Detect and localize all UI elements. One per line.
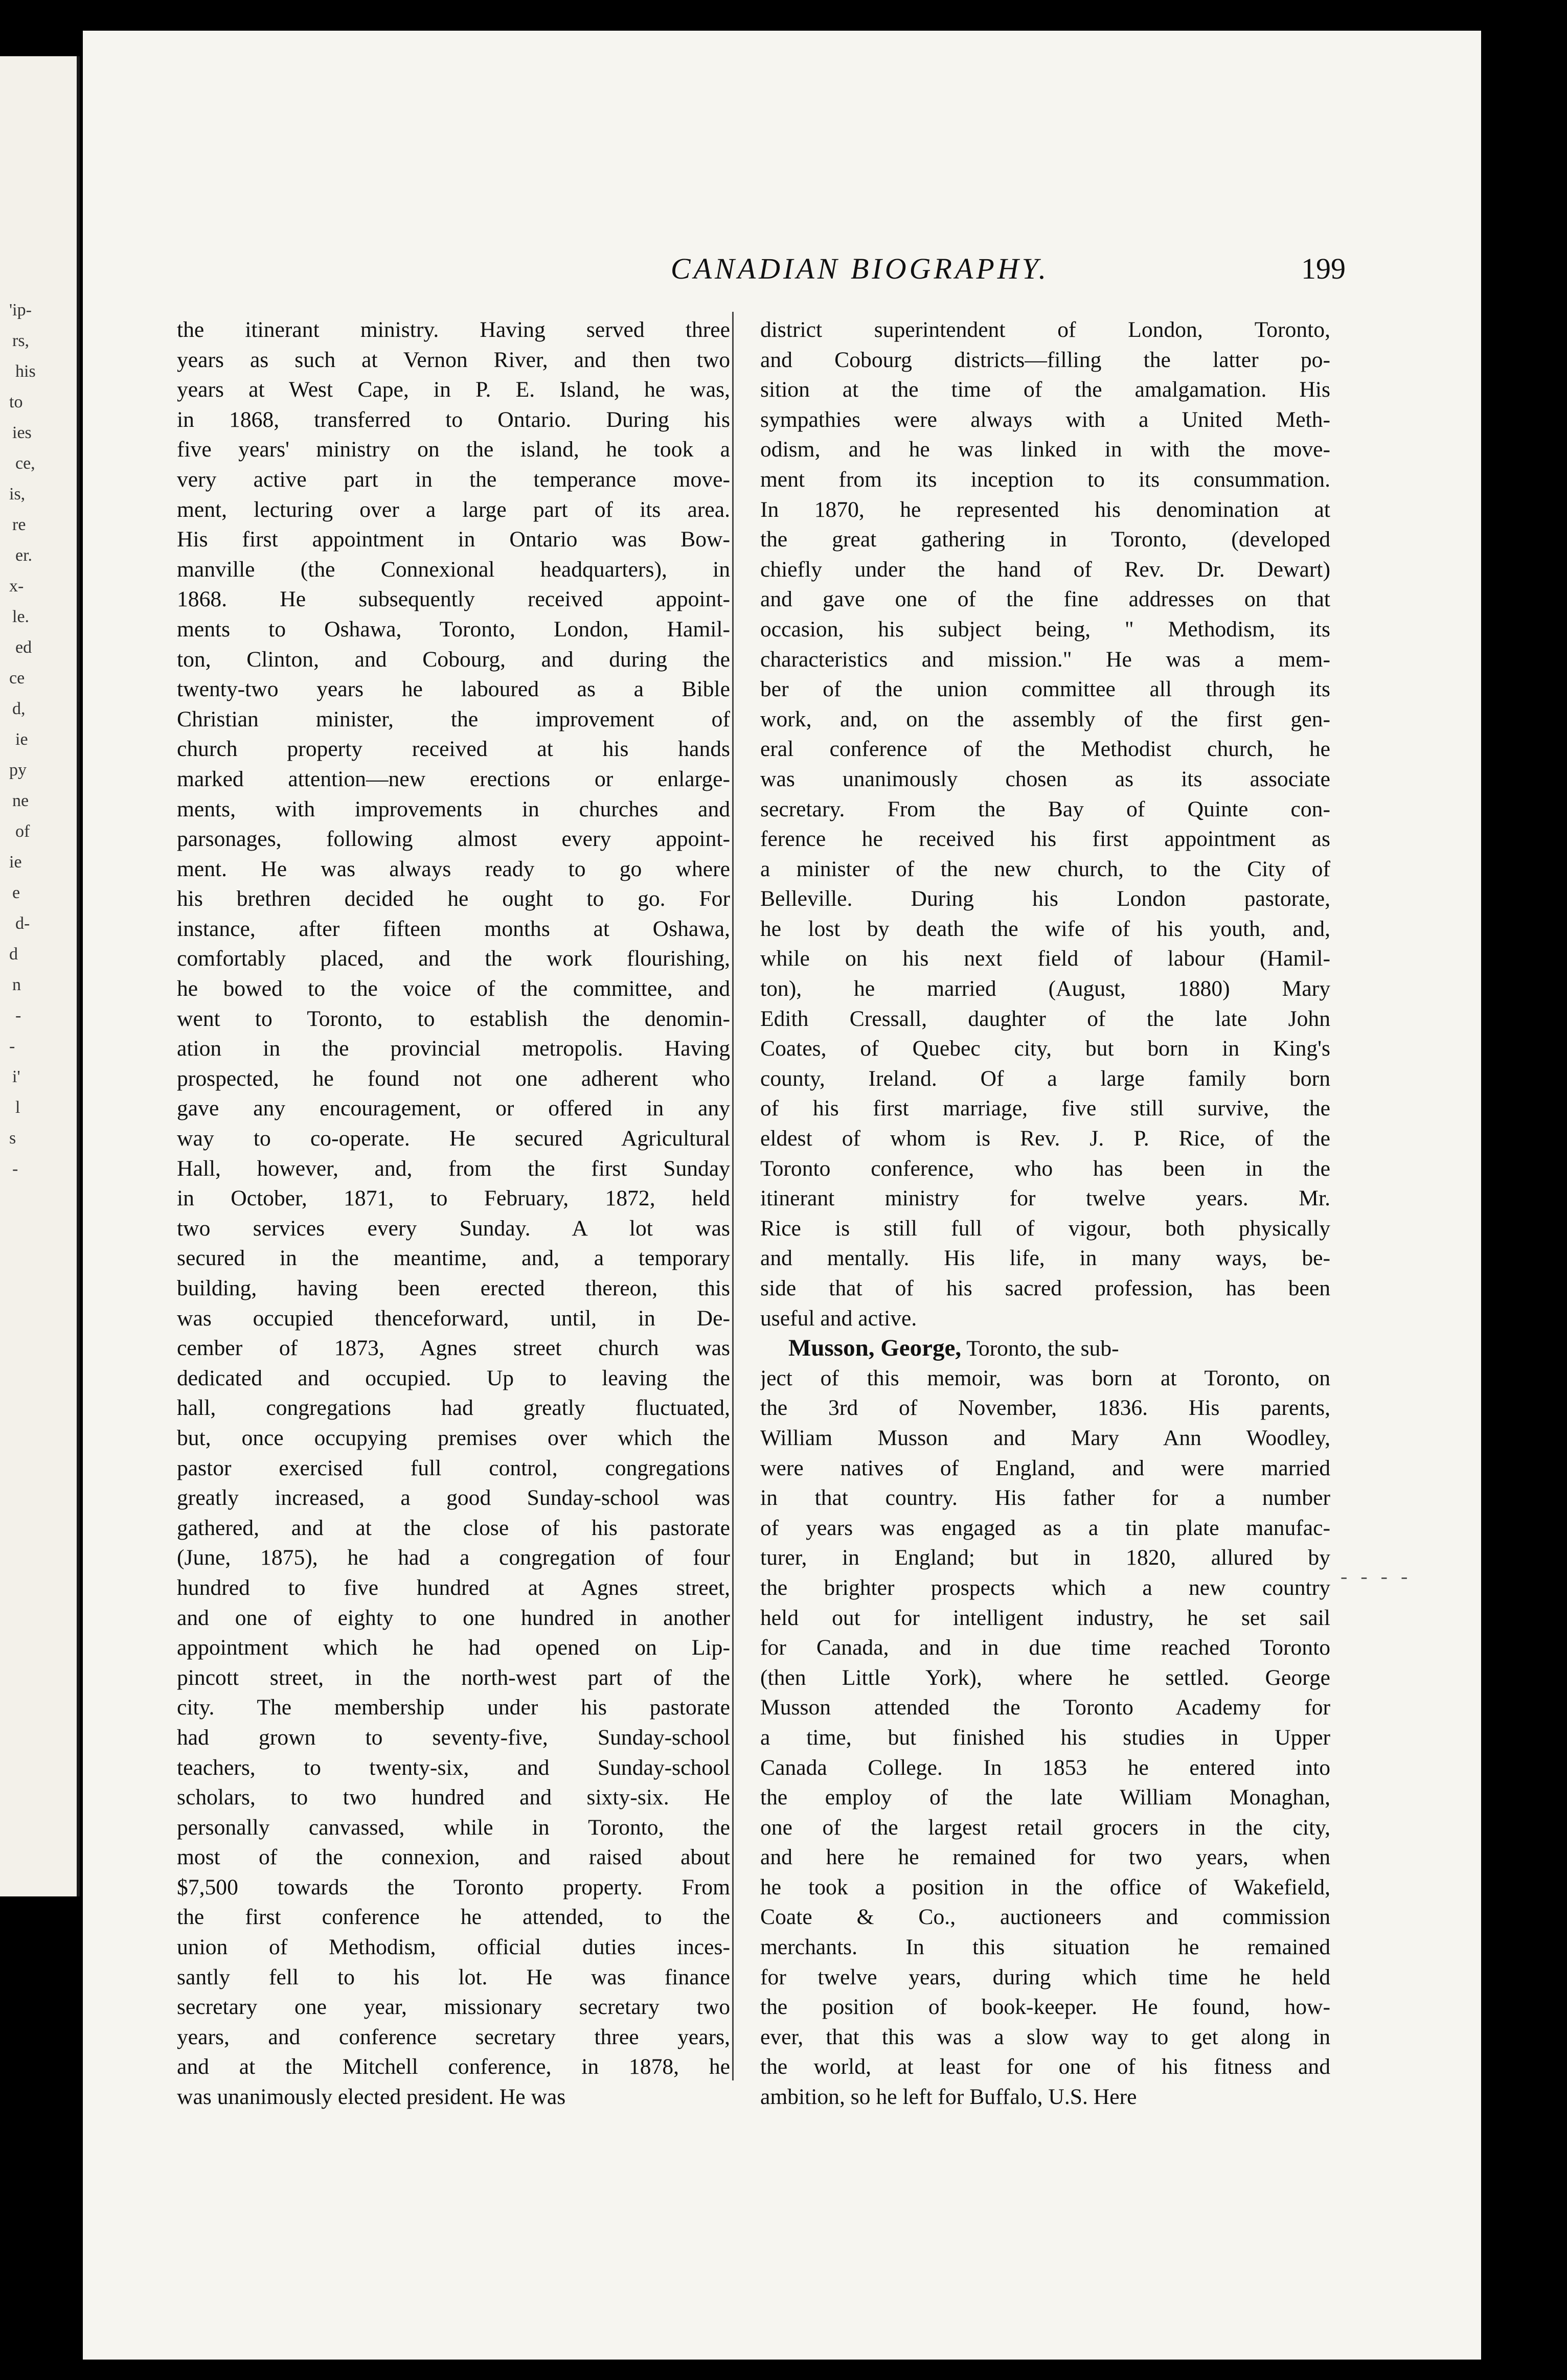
right-column-line: he took a position in the office of Wakefield, <box>760 1874 1330 1900</box>
left-column-line: building, having been erected thereon, this <box>177 1276 730 1300</box>
right-column-line: ment from its inception to its consummation. <box>760 467 1330 492</box>
left-column-line: secretary one year, missionary secretary two <box>177 1995 730 2020</box>
left-column-line: personally canvassed, while in Toronto, the <box>177 1815 730 1840</box>
left-column-line: 1868. He subsequently received appoint- <box>177 587 730 612</box>
right-column-line: ject of this memoir, was born at Toronto, on <box>760 1365 1330 1390</box>
right-column-line: In 1870, he represented his denomination at <box>760 497 1330 522</box>
left-column-line: but, once occupying premises over which the <box>177 1425 730 1450</box>
right-column-line: for Canada, and in due time reached Toronto <box>760 1635 1330 1660</box>
right-column-line: one of the largest retail grocers in the city, <box>760 1815 1330 1840</box>
left-column-line: ments, with improvements in churches and <box>177 796 730 821</box>
column-divider <box>732 312 734 2080</box>
right-column-line: sympathies were always with a United Meth- <box>760 407 1330 432</box>
left-column-line: in 1868, transferred to Ontario. During his <box>177 407 730 432</box>
left-column-line: years as such at Vernon River, and then two <box>177 347 730 372</box>
left-column-line: santly fell to his lot. He was finance <box>177 1964 730 1989</box>
right-column-line: ambition, so he left for Buffalo, U.S. Here <box>760 2085 1137 2110</box>
left-column-line: the first conference he attended, to the <box>177 1905 730 1930</box>
left-column-line: hundred to five hundred at Agnes street, <box>177 1575 730 1600</box>
left-column-line: hall, congregations had greatly fluctuated, <box>177 1395 730 1421</box>
left-column-line: and at the Mitchell conference, in 1878, he <box>177 2054 730 2079</box>
right-column-line: a time, but finished his studies in Upper <box>760 1725 1330 1750</box>
left-column-line: secured in the meantime, and, a temporary <box>177 1246 730 1271</box>
entry-name: Musson, George, <box>788 1335 962 1362</box>
left-column-line: comfortably placed, and the work flourishing, <box>177 946 730 971</box>
right-column-line: a minister of the new church, to the City of <box>760 856 1330 881</box>
right-column-line: sition at the time of the amalgamation. His <box>760 377 1330 402</box>
entry-heading-line <box>760 1333 1330 1363</box>
margin-fragment: s <box>9 1129 16 1148</box>
right-column-line: ever, that this was a slow way to get along in <box>760 2024 1330 2049</box>
margin-fragment: er. <box>15 546 33 565</box>
left-column-line: in October, 1871, to February, 1872, held <box>177 1186 730 1211</box>
left-column-line: was unanimously elected president. He was <box>177 2085 566 2110</box>
entry-heading-rest: Toronto, the sub- <box>961 1336 1119 1361</box>
right-column-line: (then Little York), where he settled. George <box>760 1665 1330 1690</box>
right-column-line: chiefly under the hand of Rev. Dr. Dewart) <box>760 557 1330 582</box>
right-column-line: of his first marriage, five still survive, the <box>760 1096 1330 1121</box>
left-column-line: (June, 1875), he had a congregation of four <box>177 1545 730 1570</box>
right-column-line: Coates, of Quebec city, but born in King's <box>760 1036 1330 1061</box>
right-column-line: work, and, on the assembly of the first gen- <box>760 706 1330 731</box>
right-column-line: ber of the union committee all through its <box>760 677 1330 702</box>
margin-fragment: ce, <box>15 454 35 473</box>
margin-fragment: ie <box>15 730 28 749</box>
margin-fragment: of <box>15 822 30 841</box>
right-column-line: were natives of England, and were married <box>760 1455 1330 1480</box>
left-column-line: years at West Cape, in P. E. Island, he was, <box>177 377 730 402</box>
right-column-line: and here he remained for two years, when <box>760 1845 1330 1870</box>
margin-fragment: py <box>9 761 27 780</box>
margin-fragment: ne <box>12 791 29 810</box>
left-column-line: gave any encouragement, or offered in any <box>177 1096 730 1121</box>
left-column-line: very active part in the temperance move- <box>177 467 730 492</box>
right-column-line: he lost by death the wife of his youth, and, <box>760 916 1330 941</box>
right-column-line: county, Ireland. Of a large family born <box>760 1066 1330 1091</box>
left-column-line: went to Toronto, to establish the denomin- <box>177 1006 730 1031</box>
margin-fragment: to <box>9 393 23 411</box>
left-column-line: was occupied thenceforward, until, in De- <box>177 1306 730 1331</box>
left-column-line: two services every Sunday. A lot was <box>177 1216 730 1241</box>
right-column-line: the great gathering in Toronto, (developed <box>760 527 1330 552</box>
margin-fragment: is, <box>9 485 26 504</box>
right-column-line: Canada College. In 1853 he entered into <box>760 1755 1330 1780</box>
right-column-line: and gave one of the fine addresses on that <box>760 587 1330 612</box>
right-column-line: and Cobourg districts—filling the latter po- <box>760 347 1330 372</box>
right-column-line: and mentally. His life, in many ways, be- <box>760 1246 1330 1271</box>
left-column-line: church property received at his hands <box>177 737 730 762</box>
right-column-line: Coate & Co., auctioneers and commission <box>760 1905 1330 1930</box>
left-column-line: he bowed to the voice of the committee, and <box>177 976 730 1001</box>
right-column-line: merchants. In this situation he remained <box>760 1935 1330 1960</box>
right-column-line: Edith Cressall, daughter of the late John <box>760 1006 1330 1031</box>
margin-fragment: d, <box>12 699 26 718</box>
left-column-line: his brethren decided he ought to go. For <box>177 886 730 911</box>
right-column-line: the employ of the late William Monaghan, <box>760 1785 1330 1810</box>
left-column-line: ation in the provincial metropolis. Having <box>177 1036 730 1061</box>
left-column-line: scholars, to two hundred and sixty-six. He <box>177 1785 730 1810</box>
left-column-line: way to co-operate. He secured Agricultural <box>177 1126 730 1151</box>
left-column-line: manville (the Connexional headquarters), in <box>177 557 730 582</box>
left-column-line: gathered, and at the close of his pastorate <box>177 1515 730 1540</box>
left-column-line: ment. He was always ready to go where <box>177 856 730 881</box>
margin-fragment: - <box>9 1037 15 1056</box>
margin-fragment: - <box>12 1159 18 1178</box>
right-column-line: odism, and he was linked in with the move- <box>760 437 1330 462</box>
book-page <box>83 31 1481 2360</box>
margin-fragment: rs, <box>12 331 30 350</box>
right-column-line: while on his next field of labour (Hamil- <box>760 946 1330 971</box>
left-column-line: dedicated and occupied. Up to leaving the <box>177 1365 730 1390</box>
margin-fragment: n <box>12 975 21 994</box>
margin-fragment: ce <box>9 669 25 688</box>
margin-fragment: ies <box>12 423 32 442</box>
running-head: CANADIAN BIOGRAPHY. <box>670 252 1050 285</box>
margin-fragment: l <box>15 1098 20 1117</box>
right-column-line: itinerant ministry for twelve years. Mr. <box>760 1186 1330 1211</box>
left-column-line: and one of eighty to one hundred in another <box>177 1605 730 1630</box>
right-column-line: for twelve years, during which time he held <box>760 1964 1330 1989</box>
left-column-line: Christian minister, the improvement of <box>177 706 730 731</box>
left-column-line: union of Methodism, official duties inces- <box>177 1935 730 1960</box>
left-column-line: pincott street, in the north-west part of the <box>177 1665 730 1690</box>
right-column-line: of years was engaged as a tin plate manufac- <box>760 1515 1330 1540</box>
left-column-line: the itinerant ministry. Having served three <box>177 317 730 342</box>
margin-mark: - - - - <box>1341 1565 1412 1588</box>
right-column-line: the 3rd of November, 1836. His parents, <box>760 1395 1330 1421</box>
left-column-line: years, and conference secretary three years, <box>177 2024 730 2049</box>
margin-fragment: 'ip- <box>9 301 32 319</box>
left-column-line: $7,500 towards the Toronto property. From <box>177 1874 730 1900</box>
margin-fragment: ie <box>9 853 22 872</box>
left-column-line: greatly increased, a good Sunday-school was <box>177 1485 730 1511</box>
right-column-line: occasion, his subject being, " Methodism, its <box>760 616 1330 642</box>
margin-fragment: his <box>15 362 36 381</box>
margin-fragment: ed <box>15 638 32 657</box>
left-column <box>177 315 730 2112</box>
right-column-line: William Musson and Mary Ann Woodley, <box>760 1425 1330 1450</box>
left-column-line: cember of 1873, Agnes street church was <box>177 1336 730 1361</box>
right-column-line: ton), he married (August, 1880) Mary <box>760 976 1330 1001</box>
left-column-line: pastor exercised full control, congregations <box>177 1455 730 1480</box>
left-column-line: ton, Clinton, and Cobourg, and during the <box>177 647 730 672</box>
right-column-line: the position of book-keeper. He found, how- <box>760 1995 1330 2020</box>
right-column-line: Belleville. During his London pastorate, <box>760 886 1330 911</box>
left-column-line: had grown to seventy-five, Sunday-school <box>177 1725 730 1750</box>
right-column-line: useful and active. <box>760 1306 917 1331</box>
margin-fragment: e <box>12 883 20 902</box>
left-column-line: twenty-two years he laboured as a Bible <box>177 677 730 702</box>
right-column-line: turer, in England; but in 1820, allured by <box>760 1545 1330 1570</box>
left-column-line: His first appointment in Ontario was Bow- <box>177 527 730 552</box>
left-column-line: city. The membership under his pastorate <box>177 1695 730 1720</box>
page-number: 199 <box>1301 252 1346 285</box>
margin-fragment: - <box>15 1006 21 1025</box>
margin-fragment: re <box>12 515 26 534</box>
right-column-line: was unanimously chosen as its associate <box>760 766 1330 791</box>
right-column <box>760 315 1330 2112</box>
right-column-line: the world, at least for one of his fitness and <box>760 2054 1330 2079</box>
left-column-line: instance, after fifteen months at Oshawa, <box>177 916 730 941</box>
margin-fragment: d <box>9 945 18 964</box>
left-column-line: ment, lecturing over a large part of its area. <box>177 497 730 522</box>
right-column-line: eldest of whom is Rev. J. P. Rice, of the <box>760 1126 1330 1151</box>
right-column-line: eral conference of the Methodist church, he <box>760 737 1330 762</box>
right-column-line: Musson attended the Toronto Academy for <box>760 1695 1330 1720</box>
margin-fragment: le. <box>12 607 30 626</box>
left-column-line: ments to Oshawa, Toronto, London, Hamil- <box>177 616 730 642</box>
margin-fragment: d- <box>15 914 30 933</box>
left-column-line: parsonages, following almost every appoint- <box>177 827 730 852</box>
left-column-line: teachers, to twenty-six, and Sunday-school <box>177 1755 730 1780</box>
left-column-line: five years' ministry on the island, he took a <box>177 437 730 462</box>
right-column-line: in that country. His father for a number <box>760 1485 1330 1511</box>
left-column-line: most of the connexion, and raised about <box>177 1845 730 1870</box>
right-column-line: ference he received his first appointment as <box>760 827 1330 852</box>
right-column-line: the brighter prospects which a new country <box>760 1575 1330 1600</box>
right-column-line: secretary. From the Bay of Quinte con- <box>760 796 1330 821</box>
margin-fragment: i' <box>12 1067 20 1086</box>
right-column-line: Rice is still full of vigour, both physically <box>760 1216 1330 1241</box>
left-column-line: Hall, however, and, from the first Sunday <box>177 1156 730 1181</box>
right-column-line: Toronto conference, who has been in the <box>760 1156 1330 1181</box>
right-column-line: held out for intelligent industry, he set sail <box>760 1605 1330 1630</box>
right-column-line: side that of his sacred profession, has been <box>760 1276 1330 1300</box>
right-column-line: district superintendent of London, Toronto, <box>760 317 1330 342</box>
left-column-line: prospected, he found not one adherent who <box>177 1066 730 1091</box>
left-column-line: marked attention—new erections or enlarge- <box>177 766 730 791</box>
margin-fragment: x- <box>9 577 24 596</box>
left-column-line: appointment which he had opened on Lip- <box>177 1635 730 1660</box>
right-column-line: characteristics and mission." He was a mem- <box>760 647 1330 672</box>
